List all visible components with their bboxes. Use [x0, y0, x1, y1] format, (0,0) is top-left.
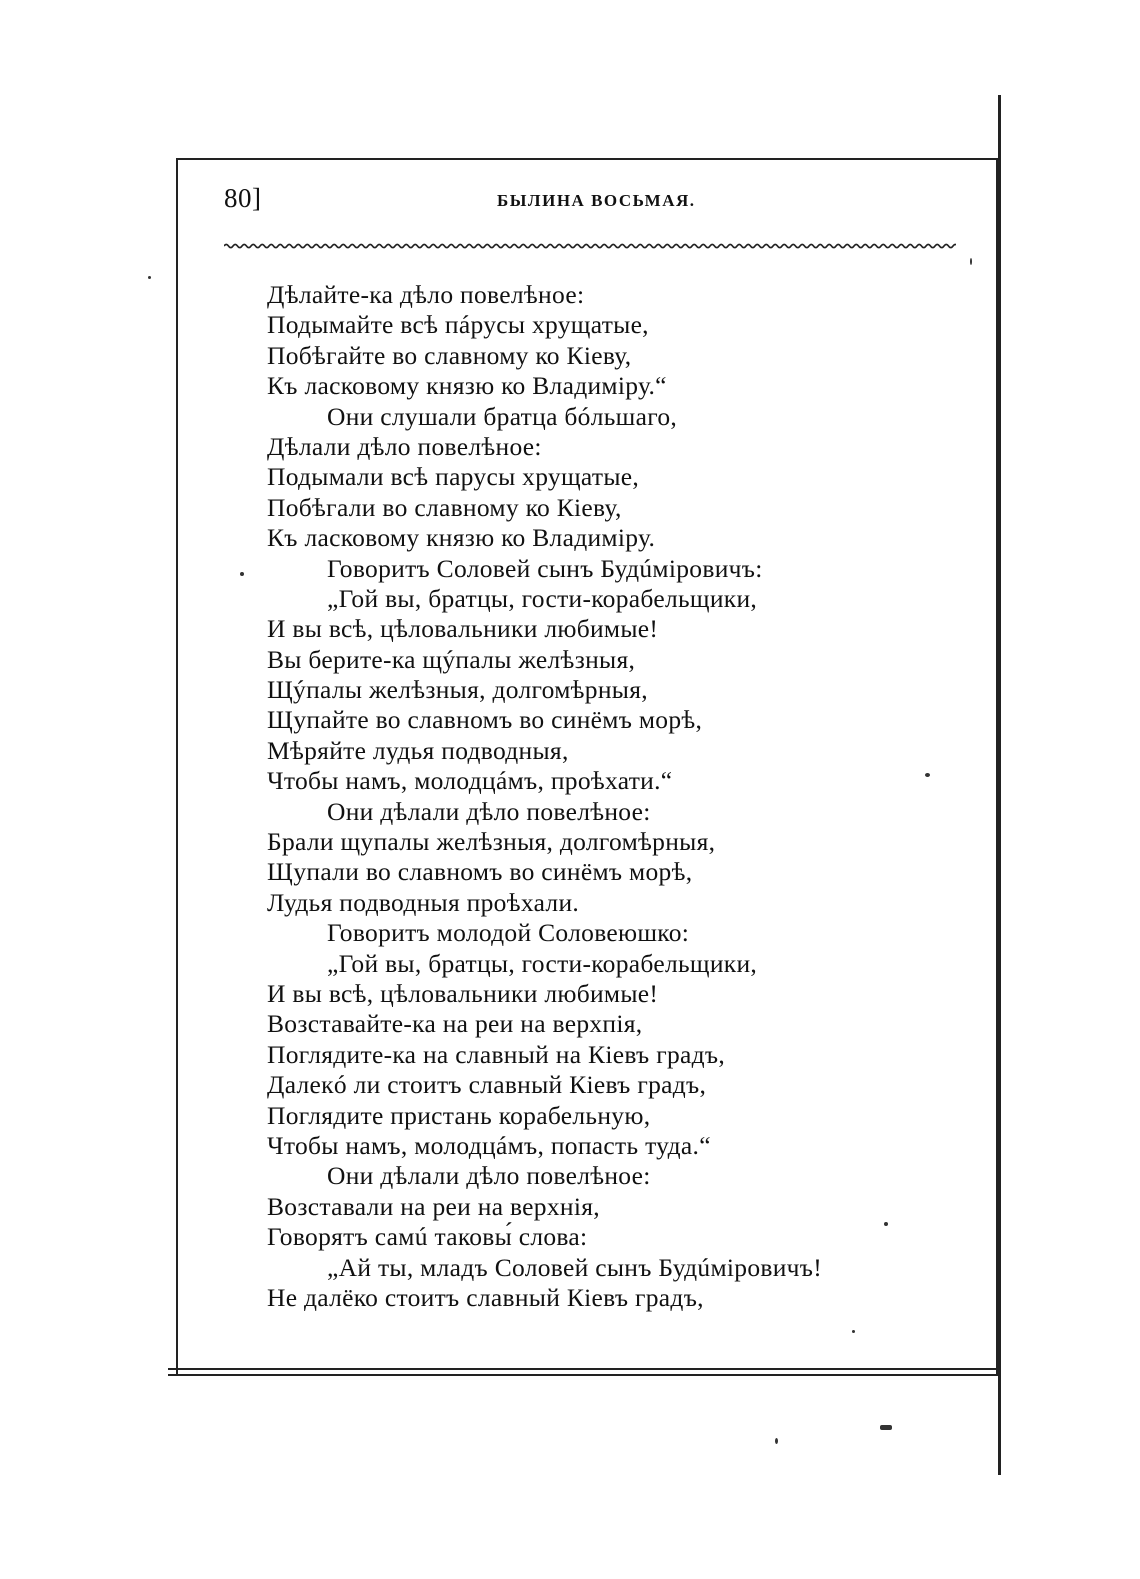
verse-line: Подымайте всѣ пáрусы хрущатые, [267, 310, 649, 340]
verse-line: Возставали на реи на верхнія, [267, 1191, 600, 1221]
print-speck [240, 572, 244, 576]
page-binding-edge [998, 95, 1004, 1475]
verse-body [267, 280, 927, 1313]
verse-line: Они дѣлали дѣло повелѣное: [327, 796, 651, 826]
verse-line: Они дѣлали дѣло повелѣное: [327, 1161, 651, 1191]
print-speck [925, 773, 930, 777]
verse-line: Мѣряйте лудья подводныя, [267, 735, 569, 765]
page-number: 80] [224, 183, 262, 213]
verse-line: „Гой вы, братцы, гости-корабельщики, [327, 948, 758, 978]
verse-line: Поглядите-ка на славный на Кіевъ градъ, [267, 1039, 726, 1069]
verse-line: Дѣлали дѣло повелѣное: [267, 431, 542, 461]
verse-line: Къ ласковому князю ко Владиміру. [267, 523, 656, 553]
verse-line: Лудья подводныя проѣхали. [267, 887, 580, 917]
verse-line: Чтобы намъ, молодцáмъ, проѣхати.“ [267, 766, 673, 796]
verse-line: Они слушали братца бóльшаго, [327, 401, 678, 431]
verse-line: Чтобы намъ, молодцáмъ, попасть туда.“ [267, 1130, 711, 1160]
verse-line: Брали щупалы желѣзныя, долгомѣрныя, [267, 827, 716, 857]
verse-line: Побѣгали во славному ко Кіеву, [267, 492, 622, 522]
verse-line: Поглядите пристань корабельную, [267, 1100, 651, 1130]
page-frame-bottom-rule [168, 1368, 1000, 1376]
verse-line: Щýпалы желѣзныя, долгомѣрныя, [267, 675, 648, 705]
print-speck [880, 1425, 892, 1430]
print-speck [148, 276, 151, 279]
verse-line: Не далёко стоитъ славный Кіевъ градъ, [267, 1282, 704, 1312]
verse-line: И вы всѣ, цѣловальники любимые! [267, 614, 659, 644]
print-speck [884, 1222, 888, 1226]
verse-line: Вы берите-ка щýпалы желѣзныя, [267, 644, 636, 674]
verse-line: „Гой вы, братцы, гости-корабельщики, [327, 583, 758, 613]
print-speck [970, 258, 972, 265]
verse-line: Говорятъ самú таковы́ слова: [267, 1222, 588, 1252]
verse-line: И вы всѣ, цѣловальники любимые! [267, 978, 659, 1008]
print-speck [852, 1330, 855, 1333]
verse-line: Говоритъ молодой Соловеюшко: [327, 918, 690, 948]
running-head: БЫЛИНА ВОСЬМАЯ. [497, 191, 696, 210]
verse-line: Щупали во славномъ во синёмъ морѣ, [267, 857, 693, 887]
verse-line: „Ай ты, младъ Соловей сынъ Будúміровичъ! [327, 1252, 823, 1282]
verse-line: Возставайте-ка на реи на верхпія, [267, 1009, 643, 1039]
verse-line: Дѣлайте-ка дѣло повелѣное: [267, 280, 585, 309]
verse-line: Далекó ли стоитъ славный Кіевъ градъ, [267, 1070, 707, 1100]
print-speck [775, 1438, 778, 1444]
verse-line: Говоритъ Соловей сынъ Будúміровичъ: [327, 553, 763, 583]
verse-line: Къ ласковому князю ко Владиміру.“ [267, 371, 667, 401]
wavy-rule [224, 238, 956, 254]
verse-line: Щупайте во славномъ во синёмъ морѣ, [267, 705, 703, 735]
verse-line: Побѣгайте во славному ко Кіеву, [267, 340, 632, 370]
verse-line: Подымали всѣ парусы хрущатые, [267, 462, 640, 492]
